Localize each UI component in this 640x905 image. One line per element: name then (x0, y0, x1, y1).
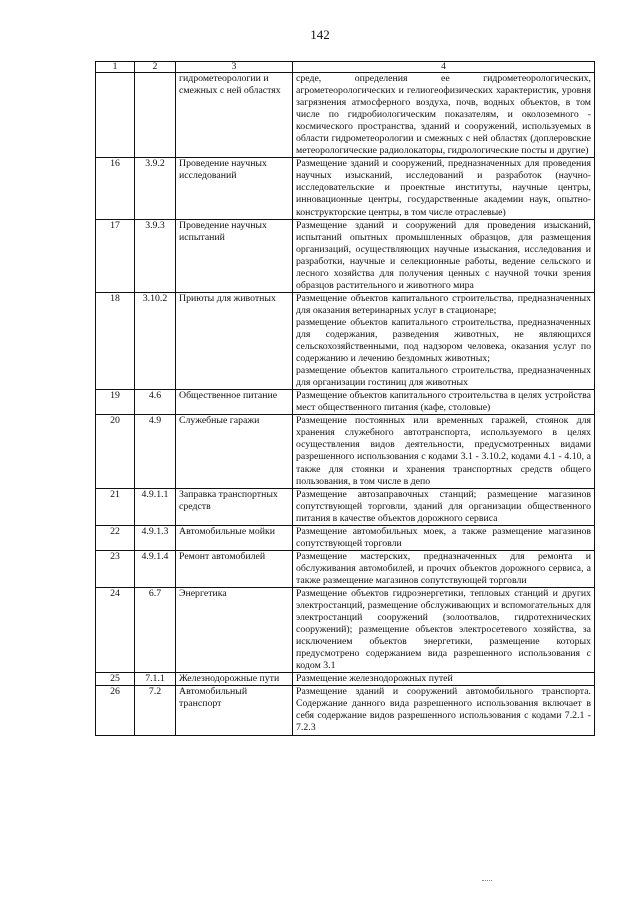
use-description (293, 219, 595, 292)
use-description (293, 550, 595, 587)
description-paragraph: Размещение зданий и сооружений для проведения изысканий, испытаний опытных промышленных образцов, для размещения организаций, осуществляющих научные изыскания, исследования и разработки, научные и селекционные работы, ведение сельского и лесного хозяйства для получения ценных с научной точки зрения образцов растительного и животного мира (296, 219, 591, 291)
table-row (96, 390, 595, 415)
table-header-row (96, 62, 595, 73)
use-code (135, 73, 176, 158)
description-paragraph: Размещение объектов гидроэнергетики, тепловых станций и других электростанций, размещение обслуживающих и вспомогательных для электростанций сооружений (золоотвалов, гидротехнических сооружений); размещение объектов электросетевого хозяйства, за исключением объектов энергетики, размещение которых предусмотрено содержанием вида разрешенного использования с кодом 3.1 (296, 587, 591, 672)
use-description (293, 390, 595, 415)
row-number: 17 (96, 219, 135, 292)
use-code: 6.7 (135, 587, 176, 672)
page-number: 142 (310, 27, 330, 42)
scan-mark (482, 880, 492, 883)
use-description (293, 673, 595, 686)
description-paragraph: Размещение зданий и сооружений, предназначенных для проведения научных изысканий, исследований и разработок (научно-исследовательские и проектные институты, научные центры, инновационные центры, государственные академии наук, опытно-конструкторские центры, в том числе отраслевые) (296, 158, 591, 218)
use-name: Энергетика (176, 587, 293, 672)
description-paragraph: Размещение мастерских, предназначенных для ремонта и обслуживания автомобилей, и прочих объектов дорожного сервиса, а также размещение магазинов сопутствующей торговли (296, 550, 591, 586)
header-cell-2: 2 (135, 62, 176, 73)
table-row (96, 686, 595, 735)
row-number: 16 (96, 158, 135, 219)
use-description (293, 415, 595, 488)
use-description (293, 587, 595, 672)
use-name: Железнодорожные пути (176, 673, 293, 686)
use-code: 4.9 (135, 415, 176, 488)
table-row (96, 292, 595, 389)
use-name: Проведение научных испытаний (176, 219, 293, 292)
description-paragraph: размещение объектов капитального строительства, предназначенных для организации гостиниц для животных (296, 365, 591, 389)
use-code: 3.9.2 (135, 158, 176, 219)
description-paragraph: Размещение железнодорожных путей (296, 673, 453, 685)
use-code: 4.9.1.3 (135, 525, 176, 550)
header-cell-4: 4 (293, 62, 595, 73)
use-code: 4.6 (135, 390, 176, 415)
table-row (96, 73, 595, 158)
row-number (96, 73, 135, 158)
use-name: Ремонт автомобилей (176, 550, 293, 587)
use-name: Общественное питание (176, 390, 293, 415)
use-code: 3.9.3 (135, 219, 176, 292)
header-cell-3: 3 (176, 62, 293, 73)
row-number: 26 (96, 686, 135, 735)
row-number: 18 (96, 292, 135, 389)
header-cell-1: 1 (96, 62, 135, 73)
row-number: 21 (96, 488, 135, 525)
use-description (293, 525, 595, 550)
use-code: 3.10.2 (135, 292, 176, 389)
description-paragraph: среде, определения ее гидрометеорологических, агрометеорологических и гелиогеофизических характеристик, уровня загрязнения атмосферного воздуха, почв, водных объектов, в том числе по гидробиологическим показателям, и околоземного - космического пространства, зданий и сооружений, используемых в области гидрометеорологии и смежных с ней областях (доплеровские метеорологические радиолокаторы, гидрологические посты и другие) (296, 73, 591, 157)
description-paragraph: Размещение зданий и сооружений автомобильного транспорта. Содержание данного вида разрешенного использования включает в себя содержание видов разрешенного использования с кодами 7.2.1 - 7.2.3 (296, 686, 591, 734)
use-name: Проведение научных исследований (176, 158, 293, 219)
use-name: гидрометеорологии и смежных с ней областях (176, 73, 293, 158)
row-number: 20 (96, 415, 135, 488)
row-number: 19 (96, 390, 135, 415)
land-use-table (95, 61, 595, 736)
row-number: 23 (96, 550, 135, 587)
use-description (293, 686, 595, 735)
use-description (293, 292, 595, 389)
table-row (96, 525, 595, 550)
table-row (96, 587, 595, 672)
use-description (293, 73, 595, 158)
use-name: Автомобильный транспорт (176, 686, 293, 735)
table-row (96, 488, 595, 525)
description-paragraph: размещение объектов капитального строительства, предназначенных для содержания, разведения животных, не являющихся сельскохозяйственными, под надзором человека, оказания услуг по содержанию и лечению бездомных животных; (296, 316, 591, 365)
use-name: Заправка транспортных средств (176, 488, 293, 525)
description-paragraph: Размещение объектов капитального строительства в целях устройства мест общественного питания (кафе, столовые) (296, 390, 591, 414)
table-row (96, 550, 595, 587)
row-number: 22 (96, 525, 135, 550)
table-row (96, 219, 595, 292)
row-number: 25 (96, 673, 135, 686)
table-row (96, 673, 595, 686)
use-name: Служебные гаражи (176, 415, 293, 488)
description-paragraph: Размещение автозаправочных станций; размещение магазинов сопутствующей торговли, зданий для организации общественного питания в качестве объектов дорожного сервиса (296, 488, 591, 524)
use-description (293, 158, 595, 219)
row-number: 24 (96, 587, 135, 672)
use-name: Автомобильные мойки (176, 525, 293, 550)
use-code: 7.1.1 (135, 673, 176, 686)
use-name: Приюты для животных (176, 292, 293, 389)
table-row (96, 415, 595, 488)
use-code: 4.9.1.4 (135, 550, 176, 587)
table-row (96, 158, 595, 219)
description-paragraph: Размещение постоянных или временных гаражей, стоянок для хранения служебного автотранспорта, используемого в целях осуществления видов деятельности, предусмотренных видами разрешенного использования с кодами 3.1 - 3.10.2, кодами 4.1 - 4.10, а также для стоянки и хранения транспортных средств общего пользования, в том числе в депо (296, 415, 591, 487)
use-description (293, 488, 595, 525)
description-paragraph: Размещение объектов капитального строительства, предназначенных для оказания ветеринарных услуг в стационаре; (296, 292, 591, 316)
use-code: 4.9.1.1 (135, 488, 176, 525)
description-paragraph: Размещение автомобильных моек, а также размещение магазинов сопутствующей торговли (296, 525, 591, 549)
use-code: 7.2 (135, 686, 176, 735)
